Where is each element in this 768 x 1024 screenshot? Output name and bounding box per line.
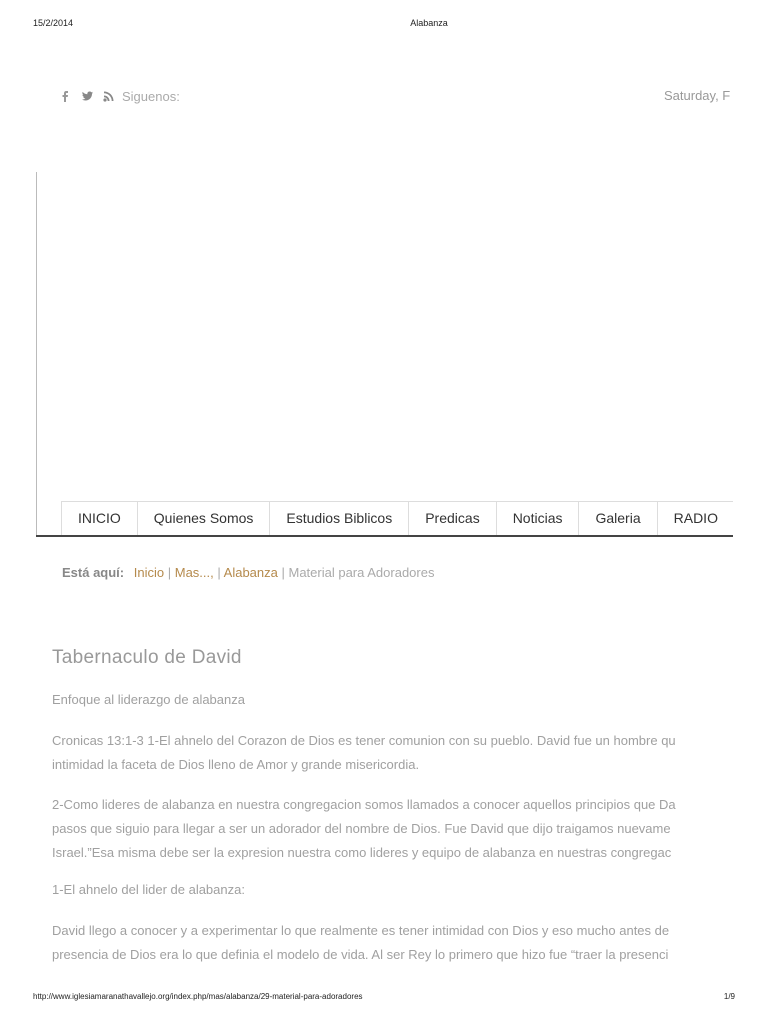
- nav-item-noticias[interactable]: Noticias: [497, 502, 580, 536]
- nav-item-estudios-biblicos[interactable]: Estudios Biblicos: [270, 502, 409, 536]
- nav-item-galeria[interactable]: Galeria: [579, 502, 657, 536]
- article-paragraph-1: Cronicas 13:1-3 1-El ahnelo del Corazon de Dios es tener comunion con su pueblo. David fue un hombre qu intimidad la faceta de Dios lleno de Amor y grande misericordia.: [52, 733, 676, 772]
- breadcrumb-current: Material para Adoradores: [288, 565, 435, 580]
- breadcrumb-label: Está aquí:: [62, 565, 125, 580]
- banner-left-border: [36, 172, 37, 536]
- nav-item-inicio[interactable]: INICIO: [62, 502, 138, 536]
- follow-label: Siguenos:: [122, 88, 180, 104]
- nav-item-quienes-somos[interactable]: Quienes Somos: [138, 502, 271, 536]
- breadcrumb: Está aquí: Inicio | Mas..., | Alabanza | Material para Adoradores: [62, 565, 435, 580]
- facebook-icon[interactable]: [58, 89, 72, 103]
- main-nav: [61, 501, 733, 536]
- article-heading-1: 1-El ahnelo del lider de alabanza:: [52, 882, 245, 897]
- breadcrumb-link-inicio[interactable]: Inicio: [133, 565, 165, 580]
- breadcrumb-link-alabanza[interactable]: Alabanza: [223, 565, 278, 580]
- print-date: 15/2/2014: [33, 18, 74, 28]
- breadcrumb-link-mas[interactable]: Mas...,: [174, 565, 214, 580]
- nav-item-predicas[interactable]: Predicas: [409, 502, 496, 536]
- print-url: http://www.iglesiamaranathavallejo.org/index.php/mas/alabanza/29-material-para-adoradores: [33, 992, 363, 1001]
- nav-item-radio[interactable]: RADIO: [658, 502, 733, 536]
- current-date: Saturday, F: [664, 88, 731, 103]
- social-bar: [58, 88, 180, 104]
- article-paragraph-3: David llego a conocer y a experimentar lo que realmente es tener intimidad con Dios y eso mucho antes de presencia de Dios era lo que definia el modelo de vida. Al ser Rey lo primero que hizo fue “traer la presenci: [52, 923, 670, 962]
- twitter-icon[interactable]: [80, 89, 94, 103]
- nav-divider: [36, 535, 733, 537]
- article-paragraph-2: 2-Como lideres de alabanza en nuestra congregacion somos llamados a conocer aquellos principios que Da pasos que siguio para llegar a ser un adorador del nombre de Dios. Fue David que dijo traigamos nuevame Israel.”Esa misma debe ser la expresion nuestra como lideres y equipo de alabanza en nuestras congregac: [52, 797, 676, 860]
- print-page-number: 1/9: [723, 992, 735, 1001]
- article-subtitle: Enfoque al liderazgo de alabanza: [52, 692, 245, 707]
- article-title: Tabernaculo de David: [52, 647, 242, 668]
- print-title: Alabanza: [410, 18, 448, 28]
- rss-icon[interactable]: [102, 89, 116, 103]
